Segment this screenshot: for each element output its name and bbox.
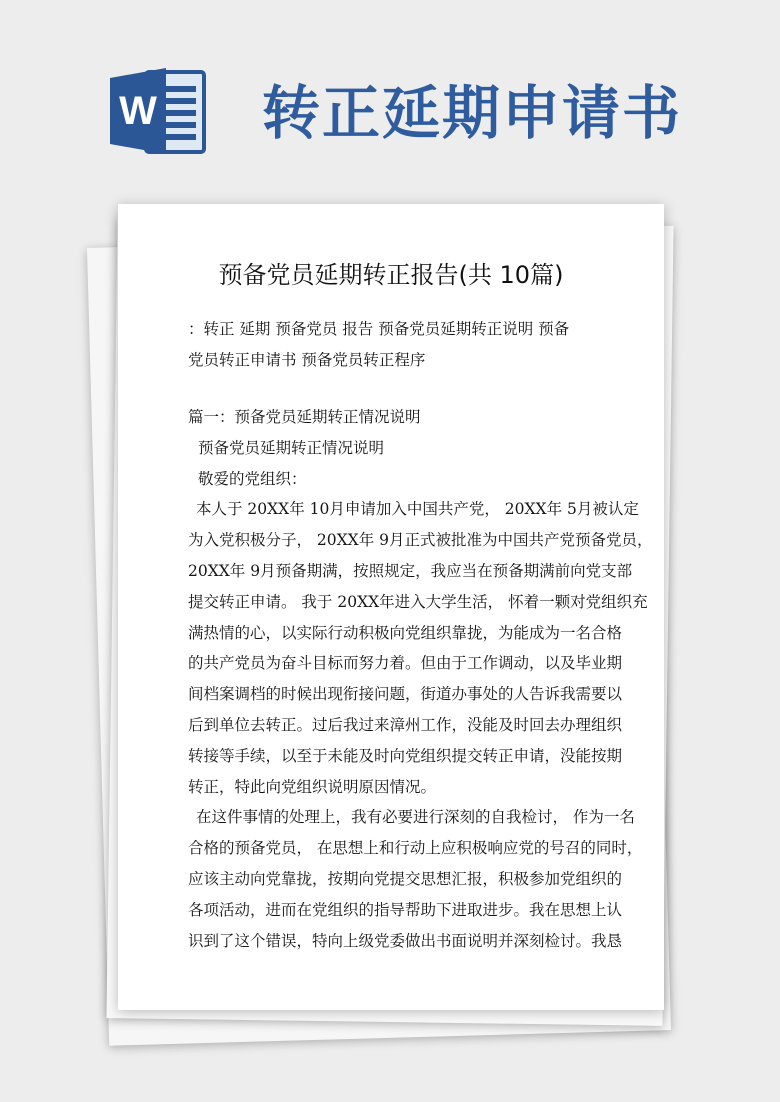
body-line: 在这件事情的处理上，我有必要进行深刻的自我检讨， 作为一名 <box>196 808 635 827</box>
document-title: 预备党员延期转正报告(共 10篇) <box>218 261 564 289</box>
body-line: 转接等手续，以至于未能及时向党组织提交转正申请，没能按期 <box>188 746 623 765</box>
body-line: 预备党员延期转正情况说明 <box>198 438 385 457</box>
section-heading: 篇一：预备党员延期转正情况说明 <box>188 408 421 426</box>
body-line: 为入党积极分子， 20XX年 9月正式被批准为中国共产党预备党员， <box>188 531 653 550</box>
body-line: 各项活动，进而在党组织的指导帮助下进取进步。我在思想上认 <box>188 900 623 919</box>
body-line: 满热情的心，以实际行动积极向党组织靠拢，为能成为一名合格 <box>188 623 623 642</box>
banner-heading: 转正延期申请书 <box>262 79 683 147</box>
body-line: 转正，特此向党组织说明原因情况。 <box>188 777 437 796</box>
body-line: 20XX年 9月预备期满，按照规定，我应当在预备期满前向党支部 <box>188 561 633 580</box>
tags-line-1: ：转正 延期 预备党员 报告 预备党员延期转正说明 预备 <box>188 320 570 338</box>
document-page <box>118 204 664 1010</box>
body-line: 的共产党员为奋斗目标而努力着。但由于工作调动，以及毕业期 <box>188 654 623 673</box>
body-line: 合格的预备党员， 在思想上和行动上应积极响应党的号召的同时， <box>188 839 643 858</box>
document-tags <box>188 314 628 376</box>
body-line: 提交转正申请。 我于 20XX年进入大学生活， 怀着一颗对党组织充 <box>188 592 648 611</box>
body-line: 应该主动向党靠拢，按期向党提交思想汇报，积极参加党组织的 <box>188 869 623 888</box>
body-line: 本人于 20XX年 10月申请加入中国共产党， 20XX年 5月被认定 <box>196 500 639 519</box>
word-document-icon <box>108 66 208 156</box>
body-line: 敬爱的党组织： <box>198 469 307 488</box>
body-line: 间档案调档的时候出现衔接问题，街道办事处的人告诉我需要以 <box>188 685 623 704</box>
document-body <box>188 402 653 956</box>
tags-line-2: 党员转正申请书 预备党员转正程序 <box>188 351 426 369</box>
body-line: 识到了这个错误，特向上级党委做出书面说明并深刻检讨。我恳 <box>188 931 623 950</box>
logo-letter: W <box>119 89 157 133</box>
banner <box>0 0 780 190</box>
body-line: 后到单位去转正。过后我过来漳州工作，没能及时回去办理组织 <box>188 715 623 734</box>
